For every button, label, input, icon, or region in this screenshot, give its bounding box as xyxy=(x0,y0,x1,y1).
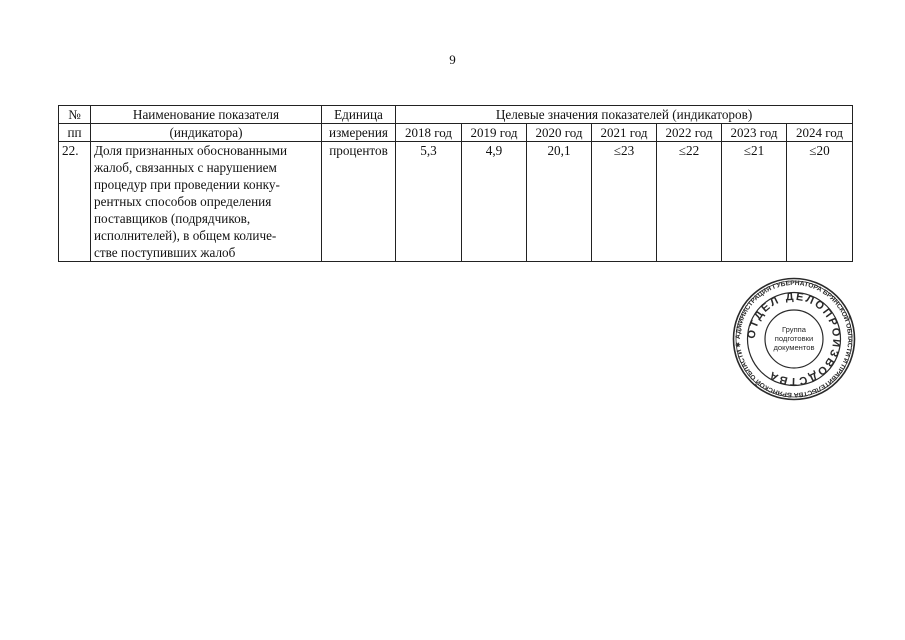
stamp-outer-textpath: АДМИНИСТРАЦИЯ ГУБЕРНАТОРА БРЯНСКОЙ ОБЛАСТИ И ПРАВИТЕЛЬСТВА БРЯНСКОЙ ОБЛАСТИ ✱ xyxy=(734,279,854,399)
indicator-name xyxy=(91,142,322,262)
official-stamp xyxy=(732,277,856,401)
header-year: 2023 год xyxy=(722,124,787,142)
value-2024: ≤20 xyxy=(787,142,853,262)
indicator-name-line: исполнителей), в общем количе- xyxy=(94,228,277,243)
header-number-line1: № xyxy=(68,107,81,122)
indicator-name-line: поставщиков (подрядчиков, xyxy=(94,211,251,226)
header-name xyxy=(91,106,322,124)
header-name-indicator: (индикатора) xyxy=(91,124,322,142)
stamp-inner-textpath: ОТДЕЛ ДЕЛОПРОИЗВОДСТВА xyxy=(745,290,843,388)
header-unit-measure: измерения xyxy=(322,124,396,142)
header-number-pp: пп xyxy=(59,124,91,142)
indicator-name-line: процедур при проведении конку- xyxy=(94,177,280,192)
value-2023: ≤21 xyxy=(722,142,787,262)
header-year: 2018 год xyxy=(396,124,462,142)
header-year: 2019 год xyxy=(462,124,527,142)
indicator-name-line: рентных способов определения xyxy=(94,194,272,209)
header-row-2 xyxy=(59,124,853,142)
header-year: 2020 год xyxy=(527,124,592,142)
stamp-center-line: документов xyxy=(773,343,815,352)
header-unit-line1: Единица xyxy=(334,107,383,122)
header-unit xyxy=(322,106,396,124)
header-number xyxy=(59,106,91,124)
stamp-center-line: подготовки xyxy=(774,334,814,343)
value-2019: 4,9 xyxy=(462,142,527,262)
indicator-name-line: стве поступивших жалоб xyxy=(94,245,236,260)
value-2021: ≤23 xyxy=(592,142,657,262)
indicator-name-line: Доля признанных обоснованными xyxy=(94,143,288,158)
table-row xyxy=(59,142,853,262)
stamp-center xyxy=(773,325,814,352)
header-targets-group: Целевые значения показателей (индикаторов) xyxy=(396,106,853,124)
header-name-line1: Наименование показателя xyxy=(132,107,280,122)
indicator-name-line: жалоб, связанных с нарушением xyxy=(94,160,277,175)
unit-cell: процентов xyxy=(322,142,396,262)
header-year: 2021 год xyxy=(592,124,657,142)
page-number: 9 xyxy=(449,52,456,67)
value-2022: ≤22 xyxy=(657,142,722,262)
row-number: 22. xyxy=(59,142,91,262)
header-year: 2024 год xyxy=(787,124,853,142)
header-year: 2022 год xyxy=(657,124,722,142)
indicators-table xyxy=(58,105,853,262)
value-2020: 20,1 xyxy=(527,142,592,262)
value-2018: 5,3 xyxy=(396,142,462,262)
header-row-1 xyxy=(59,106,853,124)
stamp-center-line: Группа xyxy=(781,325,807,334)
